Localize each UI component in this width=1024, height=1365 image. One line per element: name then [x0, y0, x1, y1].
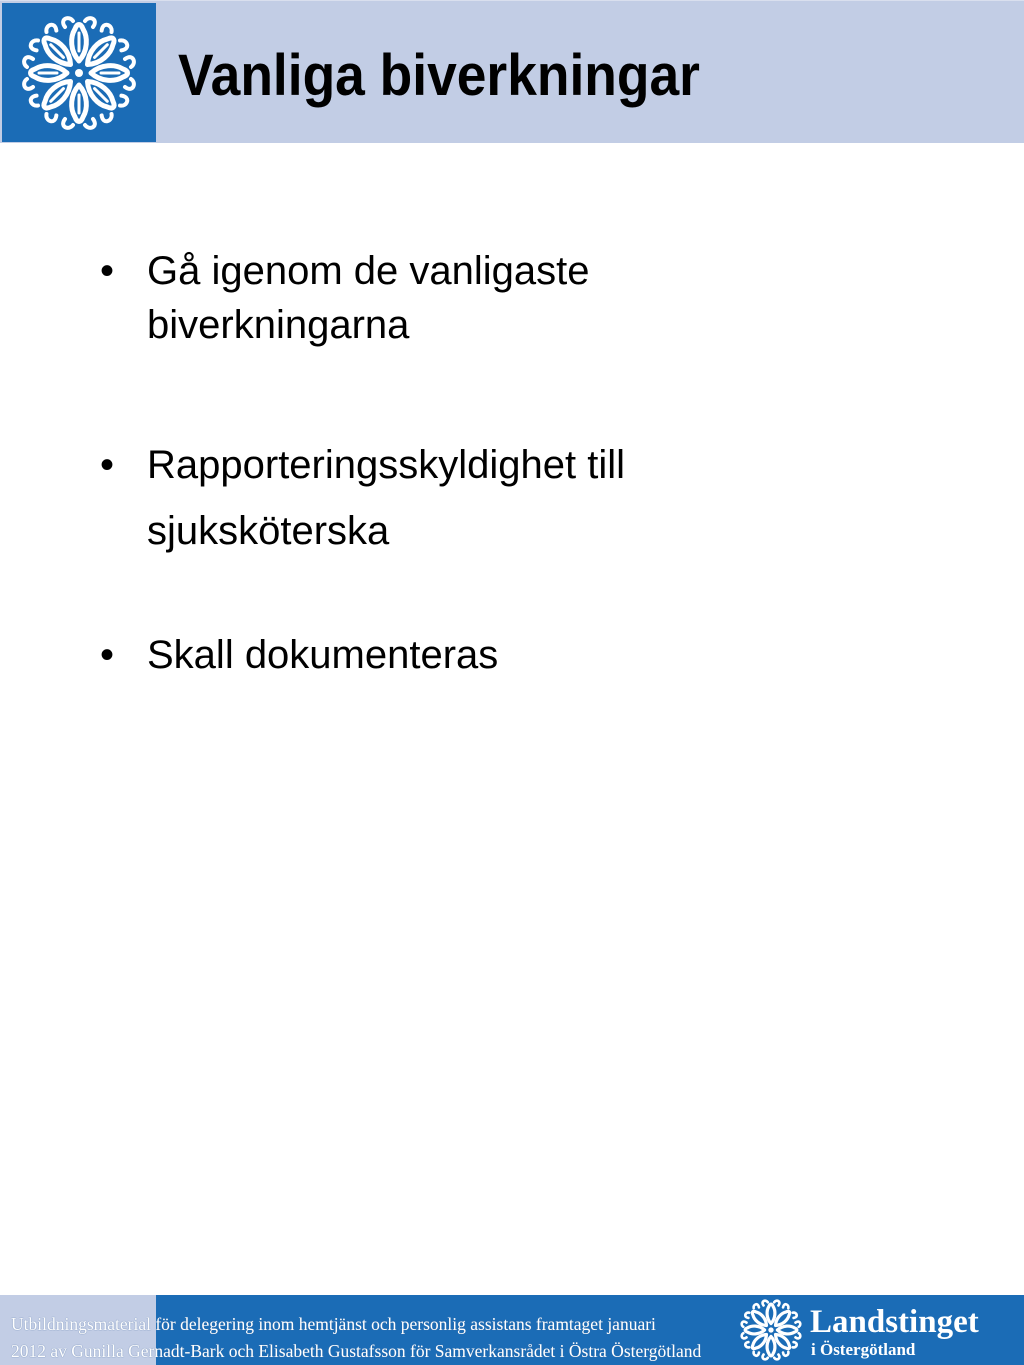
bullet-marker: • — [100, 633, 115, 677]
header-logo — [2, 3, 156, 142]
bullet-text-line2: biverkningarna — [147, 303, 410, 347]
bullet-item — [100, 628, 900, 682]
brand-subtitle: i Östergötland — [811, 1340, 916, 1359]
snowflake-flower-icon — [19, 13, 139, 133]
bullet-marker: • — [100, 443, 115, 487]
bullet-list — [100, 244, 900, 682]
bullet-item — [100, 432, 900, 564]
footer-credit — [11, 1311, 781, 1365]
footer-credit-line1: Utbildningsmaterial för delegering inom hemtjänst och personlig assistans framtaget januari — [11, 1314, 656, 1334]
snowflake-flower-icon — [739, 1298, 803, 1362]
bullet-text: Rapporteringsskyldighet till — [147, 443, 626, 487]
bullet-item — [100, 244, 900, 352]
footer-band — [0, 1295, 1024, 1365]
bullet-marker: • — [100, 249, 115, 293]
header-band — [0, 0, 1024, 143]
brand-name: Landstinget — [810, 1304, 979, 1340]
bullet-text: Skall dokumenteras — [147, 633, 499, 677]
bullet-text: Gå igenom de vanligaste — [147, 249, 590, 293]
bullet-text-line2: sjuksköterska — [147, 509, 390, 553]
brand-logo-text — [810, 1305, 979, 1361]
slide-title: Vanliga biverkningar — [178, 43, 700, 108]
footer-credit-line2: 2012 av Gunilla Gernadt-Bark och Elisabeth Gustafsson för Samverkansrådet i Östra Östergötland — [11, 1341, 702, 1361]
